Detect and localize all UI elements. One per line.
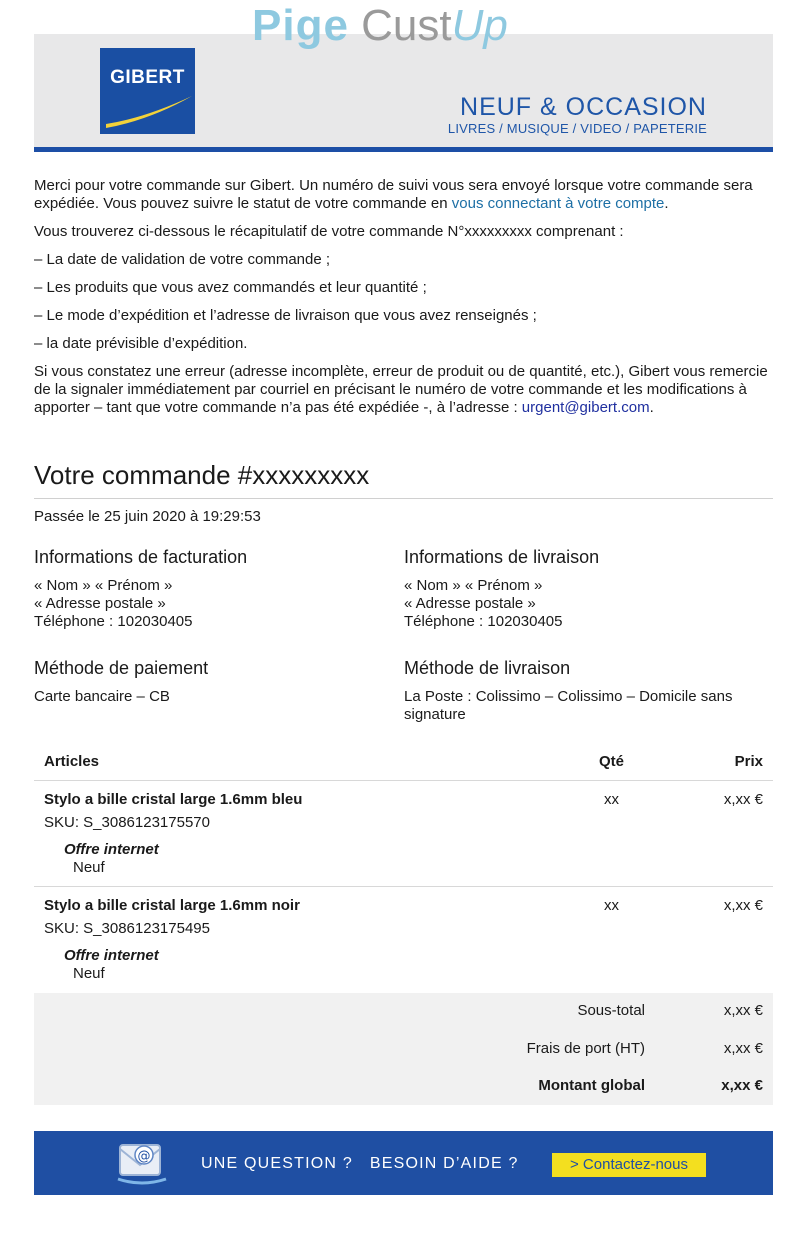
order-totals xyxy=(34,993,773,1105)
order-title: Votre commande #xxxxxxxxx xyxy=(34,458,773,499)
delivery-method xyxy=(404,658,764,724)
watermark-part-2: Cust xyxy=(348,1,452,50)
table-row xyxy=(34,781,773,887)
product-qty: xx xyxy=(604,791,619,808)
billing-info xyxy=(34,547,394,631)
order-placed-date: Passée le 25 juin 2020 à 19:29:53 xyxy=(34,508,261,525)
svg-text:@: @ xyxy=(137,1149,151,1164)
subtotal-value: x,xx € xyxy=(723,1002,763,1019)
header-price: Prix xyxy=(734,753,763,770)
email-icon xyxy=(116,1139,168,1187)
subtotal-label: Sous-total xyxy=(577,1002,645,1019)
payment-method xyxy=(34,658,394,706)
tagline-sub: LIVRES / MUSIQUE / VIDEO / PAPETERIE xyxy=(447,121,707,136)
intro-paragraph-2: Vous trouverez ci-dessous le récapitulatif de votre commande N°xxxxxxxxx comprenant : xyxy=(34,223,624,240)
grand-total-value: x,xx € xyxy=(721,1077,763,1094)
product-sku: SKU: S_3086123175495 xyxy=(44,920,210,937)
watermark-logo xyxy=(252,0,552,62)
intro-paragraph-1 xyxy=(34,177,769,213)
grand-total-row xyxy=(34,1077,773,1097)
table-header xyxy=(34,743,773,781)
billing-name: « Nom » « Prénom » xyxy=(34,577,173,594)
shipping-fee-label: Frais de port (HT) xyxy=(526,1040,645,1057)
intro-paragraph-3 xyxy=(34,363,769,417)
delivery-heading: Méthode de livraison xyxy=(404,658,571,678)
product-offer: Offre internet xyxy=(64,947,159,964)
payment-heading: Méthode de paiement xyxy=(34,658,209,678)
product-price: x,xx € xyxy=(723,791,763,808)
tagline-main: NEUF & OCCASION xyxy=(460,93,707,121)
product-condition: Neuf xyxy=(73,965,105,982)
shipping-phone: Téléphone : 102030405 xyxy=(404,613,563,630)
billing-phone: Téléphone : 102030405 xyxy=(34,613,193,630)
contact-us-button[interactable]: > Contactez-nous xyxy=(552,1153,706,1177)
help-question-text: UNE QUESTION ? BESOIN D’AIDE ? xyxy=(201,1155,519,1172)
delivery-value: La Poste : Colissimo – Colissimo – Domicile sans signature xyxy=(404,688,733,723)
shipping-name: « Nom » « Prénom » xyxy=(404,577,543,594)
watermark-part-3: Up xyxy=(451,1,508,50)
intro-text xyxy=(34,177,769,427)
table-row xyxy=(34,887,773,992)
help-footer-banner xyxy=(34,1131,773,1195)
product-name[interactable]: Stylo a bille cristal large 1.6mm noir xyxy=(44,897,300,914)
bullet-item: – La date de validation de votre commande ; xyxy=(34,251,331,268)
payment-value: Carte bancaire – CB xyxy=(34,688,170,705)
product-sku: SKU: S_3086123175570 xyxy=(44,814,210,831)
gibert-logo[interactable] xyxy=(100,48,195,134)
shipping-heading: Informations de livraison xyxy=(404,547,600,567)
product-name[interactable]: Stylo a bille cristal large 1.6mm bleu xyxy=(44,791,303,808)
bullet-item: – la date prévisible d’expédition. xyxy=(34,335,248,352)
account-link[interactable]: vous connectant à votre compte xyxy=(451,195,665,212)
items-table xyxy=(34,743,773,992)
intro-p3-end: . xyxy=(649,399,654,416)
shipping-info xyxy=(404,547,764,631)
product-price: x,xx € xyxy=(723,897,763,914)
header-tagline xyxy=(448,94,707,138)
shipping-fee-value: x,xx € xyxy=(723,1040,763,1057)
shipping-address: « Adresse postale » xyxy=(404,595,536,612)
shipping-fee-row xyxy=(34,1040,773,1060)
logo-text: GIBERT xyxy=(110,67,185,88)
product-offer: Offre internet xyxy=(64,841,159,858)
subtotal-row xyxy=(34,1002,773,1022)
header-qty: Qté xyxy=(599,753,625,770)
billing-address: « Adresse postale » xyxy=(34,595,166,612)
intro-p1-end: . xyxy=(664,195,669,212)
intro-p3-text: Si vous constatez une erreur (adresse incomplète, erreur de produit ou de quantité, etc.), Gibert vous remercie de la signaler immédiatement par courriel en précisant le numéro de votre commande et les modifications à apporter – tant que votre commande n’a pas été expédiée -, à l’adresse : xyxy=(34,363,768,416)
product-qty: xx xyxy=(604,897,619,914)
urgent-email-link[interactable]: urgent@gibert.com xyxy=(521,399,650,416)
bullet-item: – Les produits que vous avez commandés et leur quantité ; xyxy=(34,279,427,296)
watermark-part-1: Pige xyxy=(252,1,349,50)
header-articles: Articles xyxy=(44,753,100,770)
product-condition: Neuf xyxy=(73,859,105,876)
logo-swoosh-icon xyxy=(100,48,195,134)
intro-p1-text: Merci pour votre commande sur Gibert. Un numéro de suivi vous sera envoyé lorsque votre commande sera expédiée. Vous pouvez suivre le statut de votre commande en xyxy=(34,177,753,212)
billing-heading: Informations de facturation xyxy=(34,547,248,567)
bullet-item: – Le mode d’expédition et l’adresse de livraison que vous avez renseignés ; xyxy=(34,307,537,324)
grand-total-label: Montant global xyxy=(538,1077,645,1094)
